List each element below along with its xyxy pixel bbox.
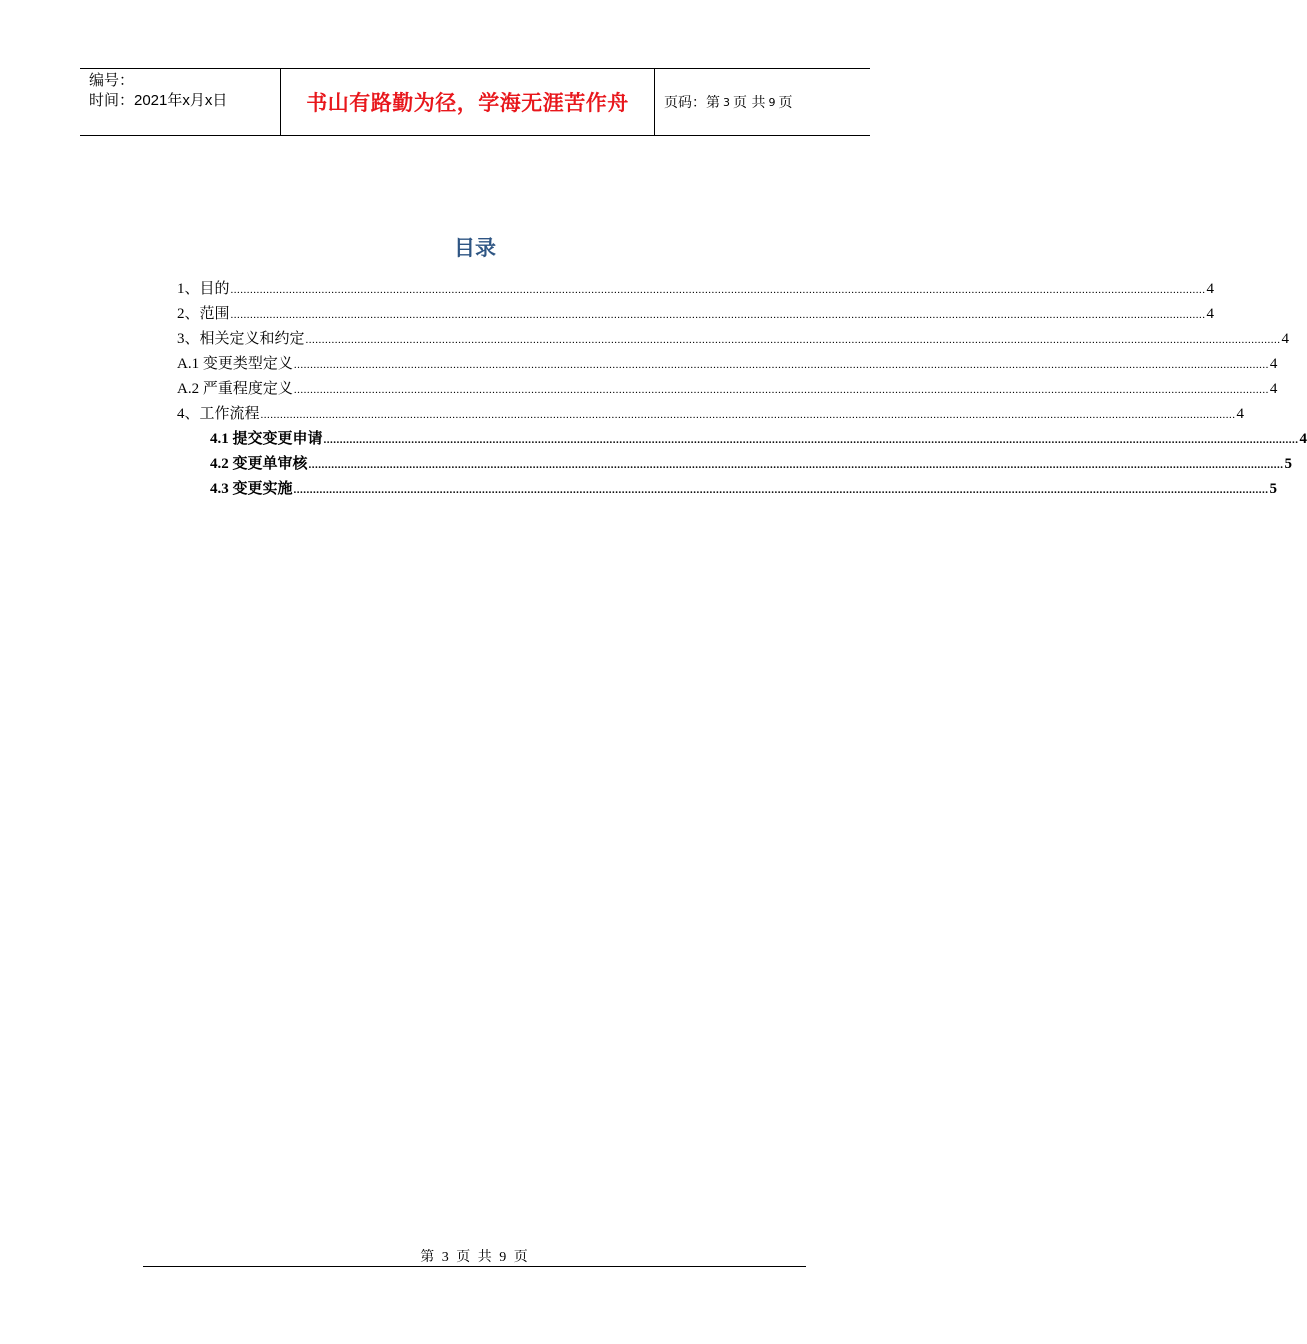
page-mid: 页 共 <box>733 95 766 111</box>
toc-entry-label: 3、相关定义和约定 <box>177 331 305 347</box>
toc-entry-label: A.1 变更类型定义 <box>177 356 293 372</box>
toc-entry-label: 1、目的 <box>177 281 230 297</box>
toc-entry[interactable] <box>177 352 1278 377</box>
toc-entry-label: 4.1 提交变更申请 <box>210 431 323 447</box>
toc-entry-label: 4.3 变更实施 <box>210 481 293 497</box>
toc-title: 目录 <box>454 236 496 260</box>
toc-entry-page: 4 <box>1269 356 1278 372</box>
toc-entry[interactable] <box>177 302 1215 327</box>
toc-entry-page: 4 <box>1269 381 1278 397</box>
toc-leader-dots: ............................................................................................................................................................................................................................................................................................................ <box>260 409 1236 421</box>
header-motto: 书山有路勤为径，学海无涯苦作舟 <box>281 69 655 135</box>
toc-entry[interactable] <box>177 277 1215 302</box>
toc-entry-page: 4 <box>1236 406 1245 422</box>
page-header <box>80 68 870 136</box>
header-page-info <box>655 69 870 135</box>
page-prefix: 页码：第 <box>664 95 720 111</box>
toc-entry[interactable] <box>177 327 1290 352</box>
toc-leader-dots: ............................................................................................................................................................................................................................................................................................................ <box>230 309 1206 321</box>
toc-leader-dots: ............................................................................................................................................................................................................................................................................................................ <box>293 484 1269 496</box>
toc-entry-page: 4 <box>1206 281 1215 297</box>
toc-entry-page: 4 <box>1206 306 1215 322</box>
page-suffix: 页 <box>778 95 793 111</box>
number-label: 编号： <box>89 72 135 89</box>
toc-leader-dots: ............................................................................................................................................................................................................................................................................................................ <box>308 459 1284 471</box>
toc-entry[interactable] <box>177 402 1245 427</box>
footer-page-number: 第 3 页 共 9 页 <box>420 1250 530 1265</box>
toc-subentry[interactable] <box>177 477 1278 502</box>
toc-entry-label: 4.2 变更单审核 <box>210 456 308 472</box>
toc-subentry[interactable] <box>177 452 1293 477</box>
toc-entry-label: 2、范围 <box>177 306 230 322</box>
footer-divider <box>143 1266 806 1267</box>
page-current: 3 <box>723 95 730 109</box>
time-label: 时间：2021年x月x日 <box>89 92 228 109</box>
toc-entry-page: 5 <box>1284 456 1293 472</box>
toc-entry-page: 4 <box>1299 431 1307 447</box>
toc-entry[interactable] <box>177 377 1278 402</box>
toc-entry-page: 5 <box>1269 481 1278 497</box>
toc-entry-label: 4、工作流程 <box>177 406 260 422</box>
toc-entry-label: A.2 严重程度定义 <box>177 381 293 397</box>
toc-leader-dots: ............................................................................................................................................................................................................................................................................................................ <box>293 359 1269 371</box>
table-of-contents <box>177 277 1307 502</box>
toc-leader-dots: ............................................................................................................................................................................................................................................................................................................ <box>305 334 1281 346</box>
toc-leader-dots: ............................................................................................................................................................................................................................................................................................................ <box>230 284 1206 296</box>
toc-leader-dots: ............................................................................................................................................................................................................................................................................................................ <box>293 384 1269 396</box>
toc-entry-page: 4 <box>1281 331 1290 347</box>
header-meta <box>80 69 281 135</box>
page-total: 9 <box>768 95 776 109</box>
toc-leader-dots: ............................................................................................................................................................................................................................................................................................................ <box>323 434 1299 446</box>
toc-subentry[interactable] <box>177 427 1307 452</box>
